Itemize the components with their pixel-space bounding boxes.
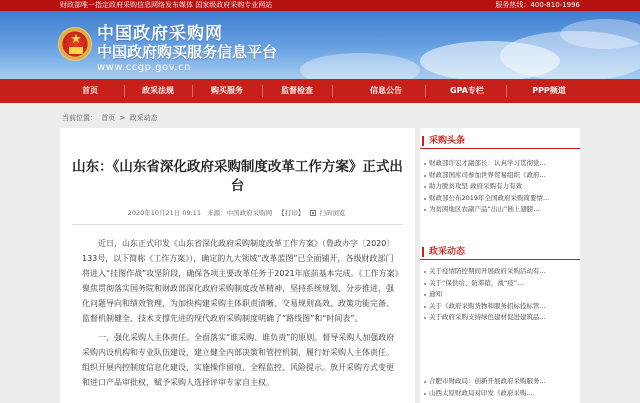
list-item[interactable]: 财政部国库司参加世界贸易组织《政府... [424, 170, 576, 182]
meta-divider [72, 224, 403, 225]
nav-divider [332, 85, 333, 97]
top-info-text: 财政部唯一指定政府采购信息网络发布媒体 国家级政府采购专业网站 [60, 1, 273, 9]
local-news-list [424, 376, 576, 399]
site-url: www.ccgp.gov.cn [97, 62, 191, 73]
nav-item-ppp[interactable]: PPP频道 [532, 86, 566, 95]
article-title-line-1: 山东：《山东省深化政府采购制度改革工作方案》正式出 [72, 159, 403, 175]
list-item[interactable]: 通知 [424, 289, 576, 301]
nav-item-regulations[interactable]: 政采法规 [142, 86, 174, 95]
headlines-title[interactable]: 采购头条 [429, 136, 466, 146]
list-item[interactable]: 财政部公布2019年全国政府采购简要情... [424, 193, 576, 205]
article-paragraph: 一、强化采购人主体责任。全面落实“谁采购、谁负责”的原则。督导采购人加强政府采购内设机构和专业队伍建设，建立健全内部决策和管控机制，履行好采购人主体责任。组织开展内控制度信息化建设，实施操作留痕、全程监控、风险提示。放开采购方式变更和进口产品审批权，赋予采购人选择评审专家自主权。 [82, 333, 395, 387]
breadcrumb-prefix: 当前位置： [62, 114, 97, 122]
breadcrumb-current[interactable]: 政采动态 [129, 114, 158, 122]
site-banner [0, 11, 640, 79]
article-source: 来源：中国政府采购网 [207, 209, 273, 217]
list-item[interactable]: 财政部许宏才副部长：认真学习贯彻党... [424, 158, 576, 170]
news-title[interactable]: 政采动态 [429, 247, 466, 257]
list-item[interactable]: 为贫困地区农副产品“出山”插上翅膀... [424, 204, 576, 216]
article-paragraph: 近日，山东正式印发《山东省深化政府采购制度改革工作方案》（鲁政办字〔2020〕133号，以下简称《工作方案》），确定的九大领域“改革蓝图”已全面铺开，各级财政部门将进入“挂图作战”攻坚阶段，确保各项主要改革任务于2021年底前基本完成。《工作方案》聚焦贯彻落实国务院和财政部深化政府采购制度改革精神，坚持系统规划、分步推进，强化问题导向和绩效管理，为加快构建采购主体职责清晰、交易规则高效、政策功能完备、监督机制健全、技术支撑先进的现代政府采购制度明确了“路线图”和“时间表”。 [82, 239, 399, 323]
service-hotline: 服务热线：400-810-1996 [495, 1, 580, 9]
nav-divider [425, 85, 426, 97]
list-item[interactable]: 山西太原财政局对印发《政府采购... [424, 388, 576, 400]
main-nav [0, 79, 640, 103]
nav-item-services[interactable]: 购买服务 [211, 86, 243, 95]
top-info-bar [0, 0, 640, 11]
article-body [82, 236, 400, 390]
scan-browse[interactable] [310, 209, 347, 217]
headlines-header [420, 133, 580, 149]
breadcrumb-separator: > [119, 114, 126, 122]
scan-label: 扫码浏览 [319, 209, 346, 217]
site-subtitle: 中国政府购买服务信息平台 [97, 43, 278, 61]
list-item[interactable]: 合肥市财政局：创新开展政府采购服务... [424, 376, 576, 388]
article-date: 2020年10月21日 09:11 [127, 209, 202, 217]
article-meta [60, 208, 415, 217]
article-panel [60, 128, 415, 403]
nav-item-announcements[interactable]: 信息公告 [370, 86, 402, 95]
national-emblem-icon[interactable]: ★ [58, 27, 92, 61]
list-item[interactable]: 关于“保供给、防滞销，战“疫”... [424, 278, 576, 290]
list-item[interactable]: 关于疫情防控期间开展政府采购活动有... [424, 266, 576, 278]
qr-code-icon [310, 210, 316, 216]
section-marker [422, 136, 424, 146]
breadcrumb [62, 113, 160, 123]
nav-divider [506, 85, 507, 97]
nav-item-supervision[interactable]: 监督检查 [281, 86, 313, 95]
cloud-decoration [300, 53, 420, 79]
right-sidebar [420, 128, 580, 403]
list-item[interactable]: 助力脱贫攻坚 政府采购有力有效 [424, 181, 576, 193]
nav-item-gpa[interactable]: GPA专栏 [450, 86, 484, 95]
headlines-list [424, 158, 576, 216]
print-link[interactable]: 【打印】 [278, 209, 305, 217]
news-header [420, 244, 580, 260]
article-title [60, 158, 415, 196]
cloud-decoration [560, 19, 640, 49]
list-item[interactable]: 关于《政府采购货物和服务招标投标管... [424, 301, 576, 313]
section-marker [422, 247, 424, 257]
site-title[interactable]: 中国政府采购网 [97, 24, 223, 44]
breadcrumb-home[interactable]: 首页 [101, 114, 116, 122]
nav-item-home[interactable]: 首页 [82, 86, 98, 95]
list-item[interactable]: 关于政府采购支持绿色建材促进建筑品... [424, 312, 576, 324]
article-title-line-2: 台 [230, 178, 245, 194]
news-list [424, 266, 576, 324]
